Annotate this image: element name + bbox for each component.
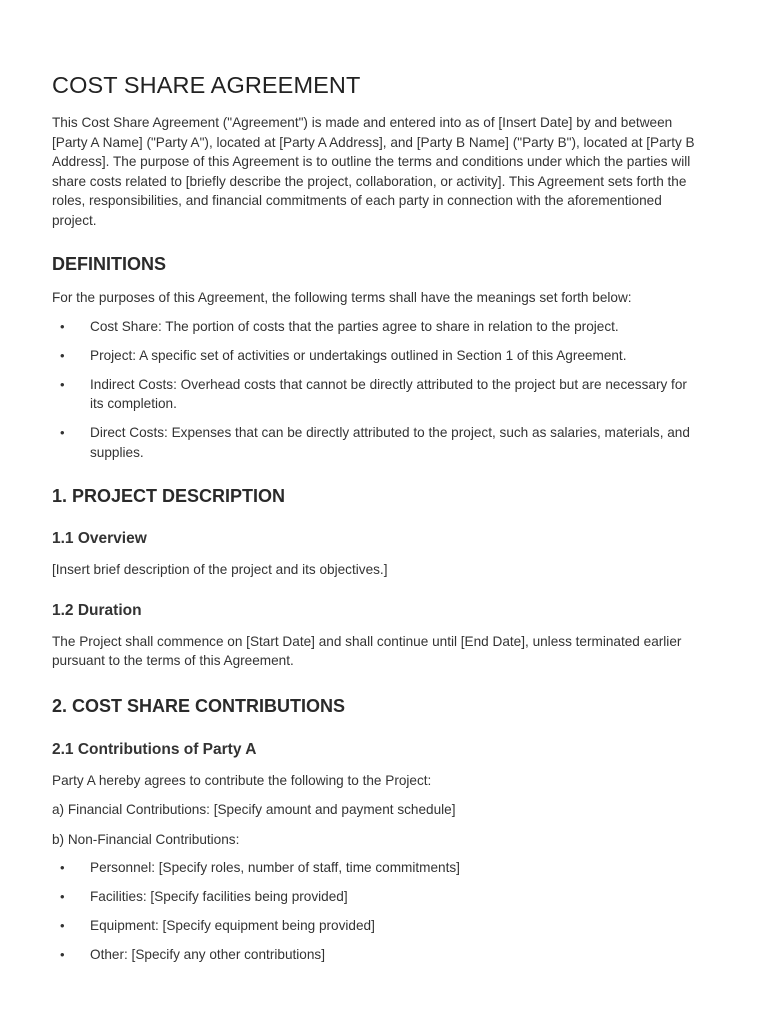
list-item — [52, 858, 700, 878]
non-financial-contributions: b) Non-Financial Contributions: — [52, 831, 240, 847]
overview-text: [Insert brief description of the project and its objectives.] — [52, 562, 388, 577]
list-item — [52, 887, 700, 907]
duration-text: The Project shall commence on [Start Date] and shall continue until [End Date], unless terminated earlier pursuant to the terms of this Agreement. — [52, 633, 682, 668]
bullet-icon: • — [60, 425, 65, 440]
list-item — [52, 375, 700, 414]
list-item — [52, 423, 700, 462]
definitions-list — [52, 317, 700, 463]
bullet-icon: • — [60, 947, 65, 962]
party-a-lead: Party A hereby agrees to contribute the following to the Project: — [52, 772, 432, 788]
section-2-heading: 2. COST SHARE CONTRIBUTIONS — [52, 695, 346, 716]
list-item — [52, 346, 700, 366]
intro-paragraph: This Cost Share Agreement ("Agreement") is made and entered into as of [Insert Date] by and between [Party A Name] ("Party A"), located at [Party A Address], and [Party B Name] ("Party B"), located at [Party B Address]. The purpose of this Agreement is to outline the terms and conditions under which the parties will share costs related to [briefly describe the project, collaboration, or activity]. This Agreement sets forth the roles, responsibilities, and financial commitments of each party in connection with the aforementioned project. — [52, 115, 695, 228]
bullet-icon: • — [60, 318, 65, 334]
bullet-icon: • — [60, 889, 65, 904]
party-a-heading: 2.1 Contributions of Party A — [52, 740, 257, 758]
section-1-heading: 1. PROJECT DESCRIPTION — [52, 486, 286, 506]
list-item-text: Cost Share: The portion of costs that the parties agree to share in relation to the project. — [90, 318, 619, 334]
overview-heading: 1.1 Overview — [52, 530, 147, 547]
contributions-list — [52, 858, 700, 965]
bullet-icon: • — [60, 860, 65, 875]
list-item-text: Equipment: [Specify equipment being provided] — [90, 918, 375, 933]
list-item-text: Personnel: [Specify roles, number of staff, time commitments] — [90, 860, 460, 875]
list-item-text: Other: [Specify any other contributions] — [90, 947, 325, 962]
bullet-icon: • — [60, 918, 65, 933]
document-title: COST SHARE AGREEMENT — [52, 72, 361, 98]
financial-contributions: a) Financial Contributions: [Specify amount and payment schedule] — [52, 802, 456, 817]
definitions-lead: For the purposes of this Agreement, the following terms shall have the meanings set forth below: — [52, 290, 632, 305]
duration-heading: 1.2 Duration — [52, 601, 142, 619]
list-item-text: Direct Costs: Expenses that can be directly attributed to the project, such as salaries, materials, and supplies. — [90, 425, 690, 460]
list-item-text: Facilities: [Specify facilities being provided] — [90, 889, 348, 904]
list-item-text: Indirect Costs: Overhead costs that cannot be directly attributed to the project but are necessary for its completion. — [90, 376, 687, 411]
list-item — [52, 916, 700, 936]
list-item-text: Project: A specific set of activities or undertakings outlined in Section 1 of this Agreement. — [90, 347, 627, 363]
bullet-icon: • — [60, 376, 65, 392]
list-item — [52, 317, 700, 337]
list-item — [52, 945, 700, 965]
definitions-heading: DEFINITIONS — [52, 254, 167, 274]
bullet-icon: • — [60, 347, 65, 363]
